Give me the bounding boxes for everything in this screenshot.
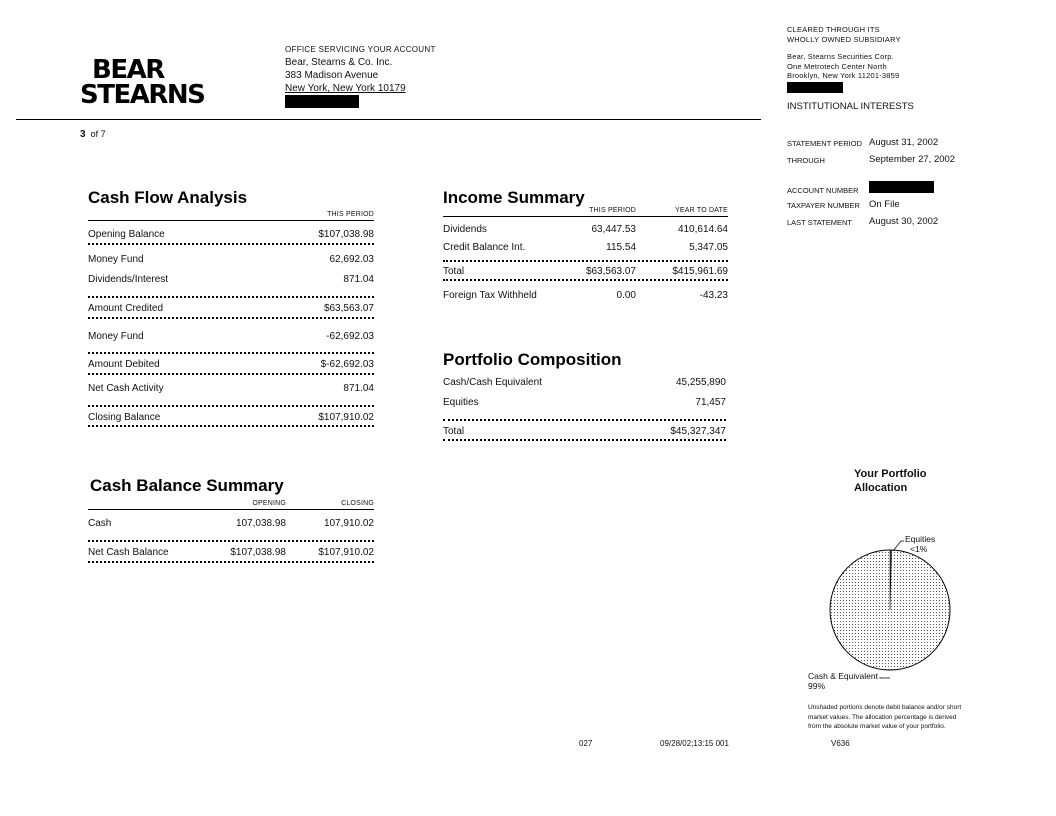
page-number <box>80 129 106 140</box>
income-summary-title: Income Summary <box>443 188 585 207</box>
row-label: Closing Balance <box>88 412 161 423</box>
portfolio-total-row <box>443 426 726 437</box>
row-value: 871.04 <box>343 274 374 285</box>
cash-slice-label <box>808 671 878 691</box>
row-value: 871.04 <box>343 383 374 394</box>
allocation-note-3: from the absolute market value of your portfolio. <box>808 723 946 730</box>
equities-label: Equities <box>905 534 936 544</box>
row-ytd: -43.23 <box>699 290 728 301</box>
row-value: $107,038.98 <box>318 229 374 240</box>
cash-flow-row <box>88 254 374 265</box>
cash-leader-line <box>880 677 890 678</box>
cash-flow-row <box>88 229 374 240</box>
clearing-line-1: CLEARED THROUGH ITS <box>787 25 880 34</box>
portfolio-composition-title: Portfolio Composition <box>443 350 622 369</box>
row-label: Cash <box>88 518 112 529</box>
allocation-title-2: Allocation <box>854 482 908 494</box>
equities-leader-line <box>893 541 904 551</box>
row-label: Net Cash Activity <box>88 383 164 394</box>
footer-code-1: 027 <box>579 739 593 748</box>
taxpayer-number-value: On File <box>869 199 900 210</box>
income-column-period: THIS PERIOD <box>589 207 636 214</box>
cash-flow-row <box>88 303 374 314</box>
bear-stearns-logo <box>80 55 205 110</box>
redaction-box <box>285 95 359 108</box>
clearing-corp: Bear, Stearns Securities Corp. <box>787 52 894 61</box>
cash-balance-row <box>88 518 374 529</box>
row-value: $63,563.07 <box>323 303 374 314</box>
income-row <box>443 224 728 235</box>
clearing-line-2: WHOLLY OWNED SUBSIDIARY <box>787 34 901 44</box>
row-label: Amount Debited <box>88 359 160 370</box>
clearing-block <box>787 25 901 95</box>
cash-flow-row <box>88 412 374 423</box>
cash-label: Cash & Equivalent <box>808 671 878 681</box>
allocation-title <box>854 467 927 495</box>
row-label: Dividends <box>443 224 487 235</box>
office-servicing-block <box>285 43 436 112</box>
cash-balance-section <box>88 476 374 558</box>
page-number-total: of 7 <box>90 129 106 139</box>
row-label: Credit Balance Int. <box>443 242 526 253</box>
redaction-box <box>787 82 843 93</box>
through-label: THROUGH <box>787 156 825 165</box>
portfolio-composition-section <box>443 350 726 437</box>
income-total-row <box>443 266 728 277</box>
taxpayer-number-label: TAXPAYER NUMBER <box>787 201 860 210</box>
row-opening: $107,038.98 <box>230 547 286 558</box>
cash-flow-row <box>88 274 374 285</box>
row-value: $45,327,347 <box>670 426 726 437</box>
row-value: 71,457 <box>695 397 726 408</box>
allocation-note <box>808 703 961 732</box>
cash-balance-total-row <box>88 547 374 558</box>
row-opening: 107,038.98 <box>235 518 286 529</box>
office-header: OFFICE SERVICING YOUR ACCOUNT <box>285 45 436 54</box>
office-address-2: New York, New York 10179 <box>285 83 406 94</box>
row-label: Amount Credited <box>88 303 164 314</box>
page-number-current: 3 <box>80 129 86 140</box>
row-label: Money Fund <box>88 331 144 342</box>
row-ytd: 5,347.05 <box>689 242 728 253</box>
row-value: $-62,692.03 <box>320 359 374 370</box>
row-ytd: 410,614.64 <box>677 224 728 235</box>
account-number-label: ACCOUNT NUMBER <box>787 186 859 195</box>
row-closing: 107,910.02 <box>323 518 374 529</box>
statement-period-value: August 31, 2002 <box>869 137 939 148</box>
income-column-ytd: YEAR TO DATE <box>675 207 728 214</box>
row-label: Equities <box>443 397 479 408</box>
row-label: Cash/Cash Equivalent <box>443 377 542 388</box>
cash-flow-section <box>88 188 374 423</box>
statement-info <box>787 138 1047 232</box>
row-label: Net Cash Balance <box>88 547 169 558</box>
office-name: Bear, Stearns & Co. Inc. <box>285 57 393 68</box>
logo-line-1: BEAR <box>92 55 164 85</box>
row-value: 62,692.03 <box>329 254 374 265</box>
institutional-interests: INSTITUTIONAL INTERESTS <box>787 101 914 112</box>
header-divider <box>16 119 761 120</box>
cash-balance-column-closing: CLOSING <box>341 500 374 507</box>
through-value: September 27, 2002 <box>869 154 956 165</box>
row-label: Opening Balance <box>88 229 165 240</box>
equities-percent: <1% <box>910 544 928 554</box>
account-number-redacted <box>869 181 934 193</box>
cash-flow-row <box>88 359 374 370</box>
cash-flow-column-header: THIS PERIOD <box>327 211 374 218</box>
equities-slice-label <box>905 534 935 554</box>
footer-code-2: V636 <box>831 739 850 748</box>
statement-period-label: STATEMENT PERIOD <box>787 139 863 148</box>
row-label: Dividends/Interest <box>88 274 169 285</box>
cash-flow-row <box>88 383 374 394</box>
row-closing: $107,910.02 <box>318 547 374 558</box>
office-address-1: 383 Madison Avenue <box>285 70 379 81</box>
portfolio-row <box>443 397 726 408</box>
row-value: 45,255,890 <box>675 377 726 388</box>
last-statement-value: August 30, 2002 <box>869 216 939 227</box>
portfolio-row <box>443 377 726 388</box>
income-row <box>443 290 728 301</box>
allocation-note-2: market values. The allocation percentage is derived <box>808 713 957 721</box>
row-value: $107,910.02 <box>318 412 374 423</box>
row-period: 63,447.53 <box>591 224 636 235</box>
cash-balance-title: Cash Balance Summary <box>90 476 284 495</box>
logo-line-2: STEARNS <box>80 80 205 110</box>
cash-flow-row <box>88 331 374 342</box>
row-period: 115.54 <box>606 242 636 253</box>
last-statement-label: LAST STATEMENT <box>787 218 853 227</box>
row-ytd: $415,961.69 <box>672 266 728 277</box>
cash-balance-column-opening: OPENING <box>252 500 286 507</box>
row-period: $63,563.07 <box>585 266 636 277</box>
clearing-address-2: Brooklyn, New York 11201-3859 <box>787 71 900 80</box>
allocation-title-1: Your Portfolio <box>854 468 927 480</box>
income-row <box>443 242 728 253</box>
row-label: Money Fund <box>88 254 144 265</box>
row-period: 0.00 <box>616 290 636 301</box>
cash-flow-title: Cash Flow Analysis <box>88 188 248 207</box>
cash-percent: 99% <box>808 681 826 691</box>
allocation-note-1: Unshaded portions denote debit balance and/or short <box>808 704 962 711</box>
row-label: Total <box>443 266 465 277</box>
row-label: Foreign Tax Withheld <box>443 290 537 301</box>
clearing-address-1: One Metrotech Center North <box>787 61 887 71</box>
row-value: -62,692.03 <box>326 331 374 342</box>
income-summary-section <box>443 188 728 301</box>
row-label: Total <box>443 426 465 437</box>
footer-timestamp: 09/28/02;13:15 001 <box>660 739 729 748</box>
